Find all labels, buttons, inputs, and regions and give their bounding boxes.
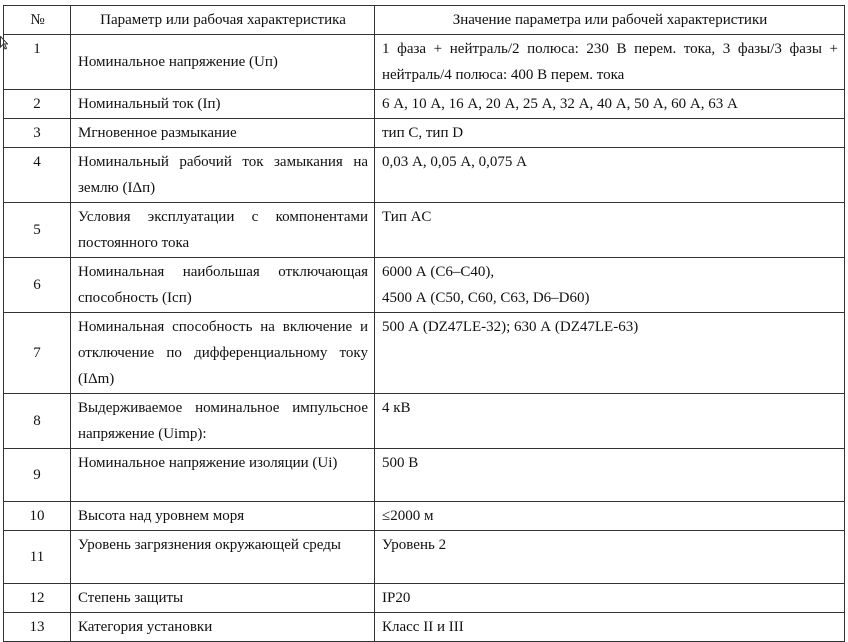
table-row — [4, 203, 845, 258]
parameters-table — [3, 5, 845, 642]
row-parameter: Условия эксплуатации с компонентами постоянного тока — [71, 203, 375, 258]
table-row — [4, 258, 845, 313]
row-value: IP20 — [375, 584, 845, 613]
header-number: № — [4, 6, 71, 35]
table-row — [4, 35, 845, 90]
row-parameter: Высота над уровнем моря — [71, 502, 375, 531]
row-number: 4 — [4, 148, 71, 203]
header-value: Значение параметра или рабочей характеристики — [375, 6, 845, 35]
row-value: 500 В — [375, 449, 845, 502]
row-number: 10 — [4, 502, 71, 531]
table-row — [4, 90, 845, 119]
row-parameter: Номинальная способность на включение и отключение по дифференциальному току (IΔm) — [71, 313, 375, 394]
row-value: Уровень 2 — [375, 531, 845, 584]
row-parameter: Категория установки — [71, 613, 375, 642]
row-parameter: Номинальный рабочий ток замыкания на землю (IΔп) — [71, 148, 375, 203]
row-number: 2 — [4, 90, 71, 119]
row-value: Тип AC — [375, 203, 845, 258]
row-value: 1 фаза + нейтраль/2 полюса: 230 В перем. тока, 3 фазы/3 фазы + нейтраль/4 полюса: 400 В перем. тока — [375, 35, 845, 90]
table-row — [4, 449, 845, 502]
row-value — [375, 258, 845, 313]
row-number: 1 — [4, 35, 71, 90]
row-value: тип C, тип D — [375, 119, 845, 148]
row-parameter: Степень защиты — [71, 584, 375, 613]
row-parameter: Уровень загрязнения окружающей среды — [71, 531, 375, 584]
row-value: 4 кВ — [375, 394, 845, 449]
row-number: 5 — [4, 203, 71, 258]
row-value: 6 А, 10 А, 16 А, 20 А, 25 А, 32 А, 40 А, 50 А, 60 А, 63 А — [375, 90, 845, 119]
table-row — [4, 148, 845, 203]
row-parameter: Номинальное напряжение изоляции (Ui) — [71, 449, 375, 502]
row-number: 12 — [4, 584, 71, 613]
row-value: Класс II и III — [375, 613, 845, 642]
row-number: 7 — [4, 313, 71, 394]
row-parameter: Номинальное напряжение (Uп) — [71, 35, 375, 90]
table-row — [4, 313, 845, 394]
row-parameter: Номинальный ток (Iп) — [71, 90, 375, 119]
table-row — [4, 584, 845, 613]
row-number: 6 — [4, 258, 71, 313]
header-parameter: Параметр или рабочая характеристика — [71, 6, 375, 35]
row-number: 11 — [4, 531, 71, 584]
table-row — [4, 394, 845, 449]
value-line: 4500 А (C50, C60, C63, D6–D60) — [382, 290, 590, 306]
table-header-row — [4, 6, 845, 35]
row-number: 9 — [4, 449, 71, 502]
row-number: 13 — [4, 613, 71, 642]
table-row — [4, 119, 845, 148]
row-value: 0,03 А, 0,05 А, 0,075 А — [375, 148, 845, 203]
row-number: 3 — [4, 119, 71, 148]
row-value: ≤2000 м — [375, 502, 845, 531]
row-number: 8 — [4, 394, 71, 449]
row-parameter: Выдерживаемое номинальное импульсное напряжение (Uimp): — [71, 394, 375, 449]
table-row — [4, 531, 845, 584]
row-parameter: Номинальная наибольшая отключающая способность (Icп) — [71, 258, 375, 313]
row-parameter: Мгновенное размыкание — [71, 119, 375, 148]
value-line: 6000 А (C6–C40), — [382, 264, 495, 280]
row-value: 500 А (DZ47LE-32); 630 А (DZ47LE-63) — [375, 313, 845, 394]
table-row — [4, 613, 845, 642]
table-row — [4, 502, 845, 531]
